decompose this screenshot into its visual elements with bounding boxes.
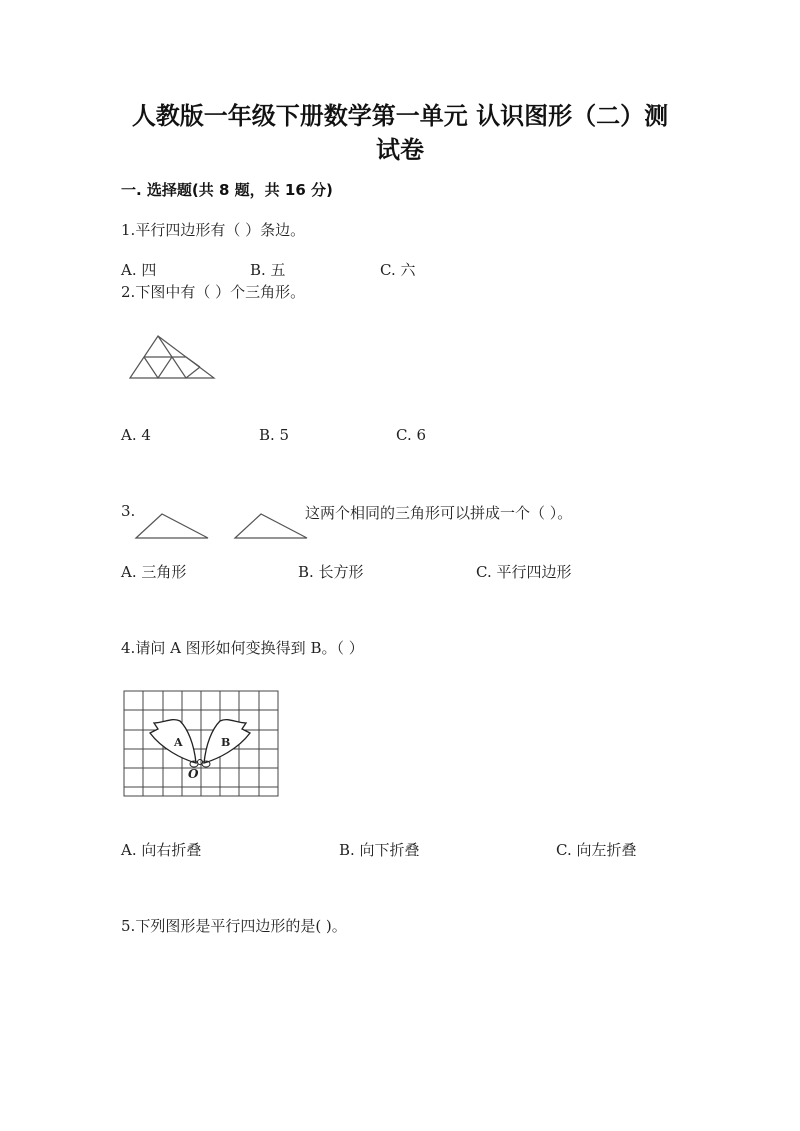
question-4	[121, 637, 364, 658]
section-heading: 一. 选择题(共 8 题，共 16 分)	[121, 181, 333, 199]
figure-label-a: A	[174, 736, 183, 749]
q2-option-a[interactable]: A. 4	[121, 426, 151, 444]
page-title: 人教版一年级下册数学第一单元 认识图形（二）测	[131, 102, 669, 130]
triangle-figure-right	[233, 512, 309, 540]
q2-option-c[interactable]: C. 6	[396, 426, 427, 444]
figure-label-b: B	[221, 736, 231, 749]
question-3-number: 3.	[121, 502, 136, 520]
page-title-continued: 试卷	[376, 136, 424, 164]
q2-option-b[interactable]: B. 5	[259, 426, 290, 444]
q3-option-a[interactable]: A. 三角形	[121, 563, 187, 581]
question-text: 请问 A 图形如何变换得到 B。（ ）	[135, 639, 364, 657]
question-5	[121, 915, 347, 936]
question-number: 2.	[121, 283, 136, 301]
question-2	[121, 281, 305, 302]
triangle-figure-left	[134, 512, 210, 540]
q4-option-b[interactable]: B. 向下折叠	[339, 841, 420, 859]
q3-option-c[interactable]: C. 平行四边形	[476, 563, 572, 581]
q4-option-a[interactable]: A. 向右折叠	[121, 841, 202, 859]
question-3-text: 这两个相同的三角形可以拼成一个（ ）。	[305, 504, 573, 522]
question-text: 下图中有（ ）个三角形。	[135, 283, 306, 301]
q3-option-b[interactable]: B. 长方形	[298, 563, 364, 581]
question-number: 1.	[121, 221, 136, 239]
question-1	[121, 219, 305, 240]
q4-option-c[interactable]: C. 向左折叠	[556, 841, 637, 859]
q1-option-c[interactable]: C. 六	[380, 261, 416, 279]
question-text: 平行四边形有（ ）条边。	[135, 221, 306, 239]
question-number: 4.	[121, 639, 136, 657]
grid-flower-figure	[122, 689, 280, 799]
triangles-figure	[128, 334, 216, 380]
q1-option-b[interactable]: B. 五	[250, 261, 286, 279]
question-number: 5.	[121, 917, 136, 935]
figure-label-o: O	[188, 767, 199, 781]
question-text: 下列图形是平行四边形的是( )。	[135, 917, 347, 935]
q1-option-a[interactable]: A. 四	[121, 261, 157, 279]
